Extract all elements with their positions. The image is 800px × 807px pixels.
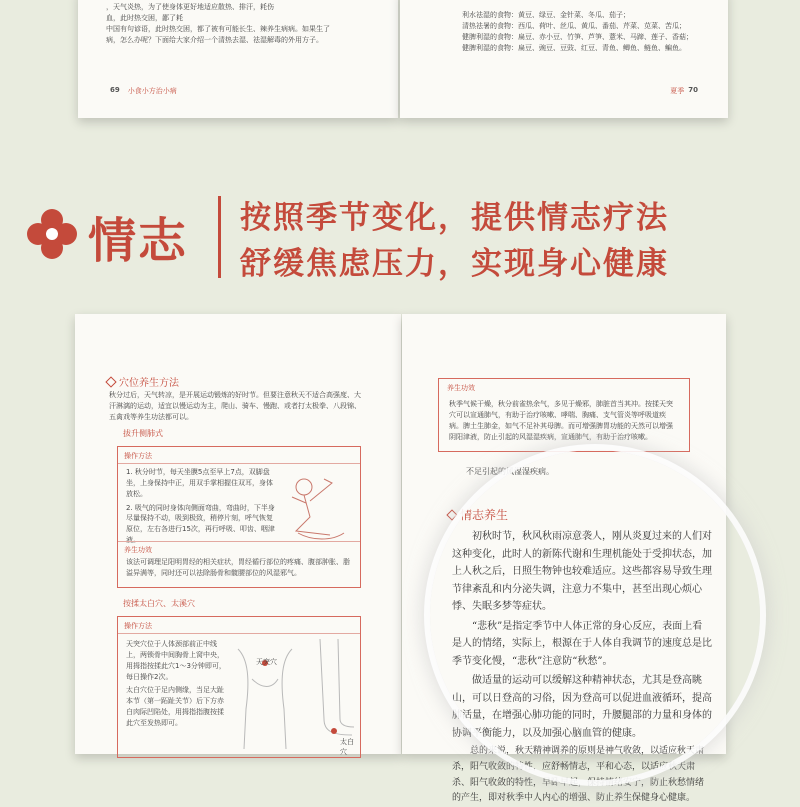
acupoint-text — [126, 639, 226, 729]
section-heading — [448, 506, 508, 523]
method-steps — [126, 467, 276, 546]
intro-paragraph: 秋分过后，天气转凉，是开展运动锻炼的好时节。但要注意秋天不适合高强度、大汗淋漓的运动，适宜以慢运动为主，爬山、骑车、慢跑、或者打太极拳、八段锦、五禽戏等养生功法都可以。 — [109, 391, 361, 421]
running-head: 夏季 — [670, 87, 685, 95]
flower-icon — [26, 208, 78, 260]
banner-divider — [218, 196, 221, 278]
section-title: 情志养生 — [460, 508, 509, 522]
banner-line-1: 按照季节变化，提供情志疗法 — [240, 200, 669, 236]
step: 2. 吸气的同时身体向侧面弯曲，弯曲时，下半身尽量保持不动，吸到极致，稍停片刻，呼气恢复原位，左右各进行15次，再行呼吸、叩齿、咽津 — [126, 503, 275, 534]
running-head: 小食小方治小病 — [127, 87, 177, 95]
paragraph: 初秋时节，秋风秋雨凉意袭人，刚从炎夏过来的人们对这种变化，此时人的新陈代谢和生理机能处于受抑状态，加上人秋之后，日照生物钟也较难适应。这些都容易导致生理节律紊乱和内分泌失调，注意力不集中，甚至出现心烦心悸、失眠多梦等症状。 — [452, 531, 712, 612]
text-line: 健脾利湿的食物：扁豆、豌豆、豆豉、红豆、青鱼、鲫鱼、鲢鱼、鳊鱼。 — [462, 43, 686, 52]
bottom-left-page — [75, 314, 401, 754]
note-text: 不足引起的风湿湿疾病。 — [466, 467, 554, 476]
box-label: 操作方法 — [124, 452, 152, 460]
acupoint-label: 天突穴 — [256, 658, 277, 666]
body-diagram — [228, 639, 358, 749]
top-right-page — [400, 0, 728, 118]
top-left-page — [78, 0, 398, 118]
effect-label: 养生功效 — [124, 546, 152, 554]
text-paragraph: 太白穴位于足内侧缘，当足大趾本节（第一跖趾关节）后下方赤白肉际凹陷处，用拇指指腹按揉此穴至发热即可。 — [126, 686, 224, 727]
top-right-text — [462, 10, 722, 53]
step: 1. 秋分时节，每天坐膜5点至早上7点，双脚盘坐，上身保持中正，用双手掌相握住双耳，身体放松。 — [126, 468, 273, 498]
section-title: 穴位养生方法 — [119, 378, 179, 389]
top-left-text — [106, 2, 386, 45]
diamond-icon — [446, 509, 457, 520]
paragraph: “悲秋”是指定季节中人体正常的身心反应，表面上看是人的情绪，实际上，根源在于人体自我调节的速度总是比季节变化慢，“悲秋”注意防“秋愁”。 — [452, 620, 712, 667]
text-line: 清热祛暑的食物：西瓜、荷叶、丝瓜、黄瓜、番茄、芹菜、苋菜、苦瓜； — [462, 21, 686, 30]
figure-illustration — [282, 469, 352, 549]
effect-text: 秋季气候干燥，秋分前雀热余气，多见于燥邪，肺脏首当其冲。按揉天突穴可以宣通肺气，有助于治疗咳嗽、哮喘、胸痛、支气管炎等呼吸道疾病。脾土生肺金，如气不足补其母脾。而可增强脾胃功能的天然可以增强阴阳津液，防止引起的风湿湿疾病，宣通肺气，有助于治疗咳嗽。 — [449, 400, 673, 441]
bottom-right-page — [402, 314, 726, 804]
effect-text: 该法可调理足阳明胃经的相关症状，胃经循行部位的疼痛、腹部肿胀、脂溢异满等，同时还可以祛除肠骨和髋腰部位的风湿邪气。 — [126, 558, 350, 577]
text-line: 中国有句谚语，此时热交困，都了被有可能长生、辣养生病病。如果生了 — [106, 24, 330, 33]
banner — [0, 180, 800, 290]
page-number: 69 — [110, 86, 120, 94]
text-line: ，天气炎热，为了使身体更好地适应散热、排汗，耗伤 — [106, 3, 274, 11]
subheading: 拔升侧肺式 — [123, 429, 163, 438]
subheading: 按揉太白穴、太溪穴 — [123, 599, 195, 608]
text-line: 病，怎么办呢？下面给大家介绍一个清热去湿、祛湿解毒的外用方子。 — [106, 35, 323, 44]
section-heading — [107, 374, 179, 389]
text-line: 利水祛湿的食物：黄豆、绿豆、金针菜、冬瓜、茄子； — [462, 11, 630, 19]
text-line: 健脾利湿的食物：扁豆、赤小豆、竹笋、芦笋、薏米、马蹄、莲子、香菇； — [462, 32, 693, 41]
box-label: 养生功效 — [447, 384, 475, 392]
diamond-icon — [105, 376, 116, 387]
article-body — [452, 528, 712, 807]
paragraph: 总的来说，秋天精神调养的原则是神气收敛，以适应秋天肃杀，阳气收敛的特性，应舒畅情志，平和心态，以适应秋天肃杀、阳气收敛的特性，早卧早起，保持情绪安宁，防止秋愁情绪的产生，即对秋季中人内心的增强、防止养生保健身心健康。 — [452, 746, 705, 804]
box-label: 操作方法 — [124, 622, 152, 630]
page-number: 70 — [688, 86, 698, 94]
effect-box — [438, 378, 690, 452]
paragraph: 做适量的运动可以缓解这种精神状态，尤其是登高眺山，可以日登高的习俗，因为登高可以促进血液循环，提高肺活量，在增强心肺功能的同时，升腰腿部的力量和身体的协调平衡能力，以及加强心脑血管的健康。 — [452, 675, 712, 739]
method-box-1 — [117, 446, 361, 588]
banner-line-2: 舒缓焦虑压力，实现身心健康 — [240, 246, 669, 282]
acupoint-label: 太白穴 — [340, 738, 354, 756]
banner-title: 情志 — [88, 213, 189, 269]
text-paragraph: 天突穴位于人体颈部前正中线上，两锁骨中间胸骨上窝中央，用拇指按揉此穴1～3分钟即可，每日操作2次。 — [126, 640, 226, 681]
text-line: 血，此时热交困，鄙了耗 — [106, 13, 183, 22]
method-box-2 — [117, 616, 361, 758]
